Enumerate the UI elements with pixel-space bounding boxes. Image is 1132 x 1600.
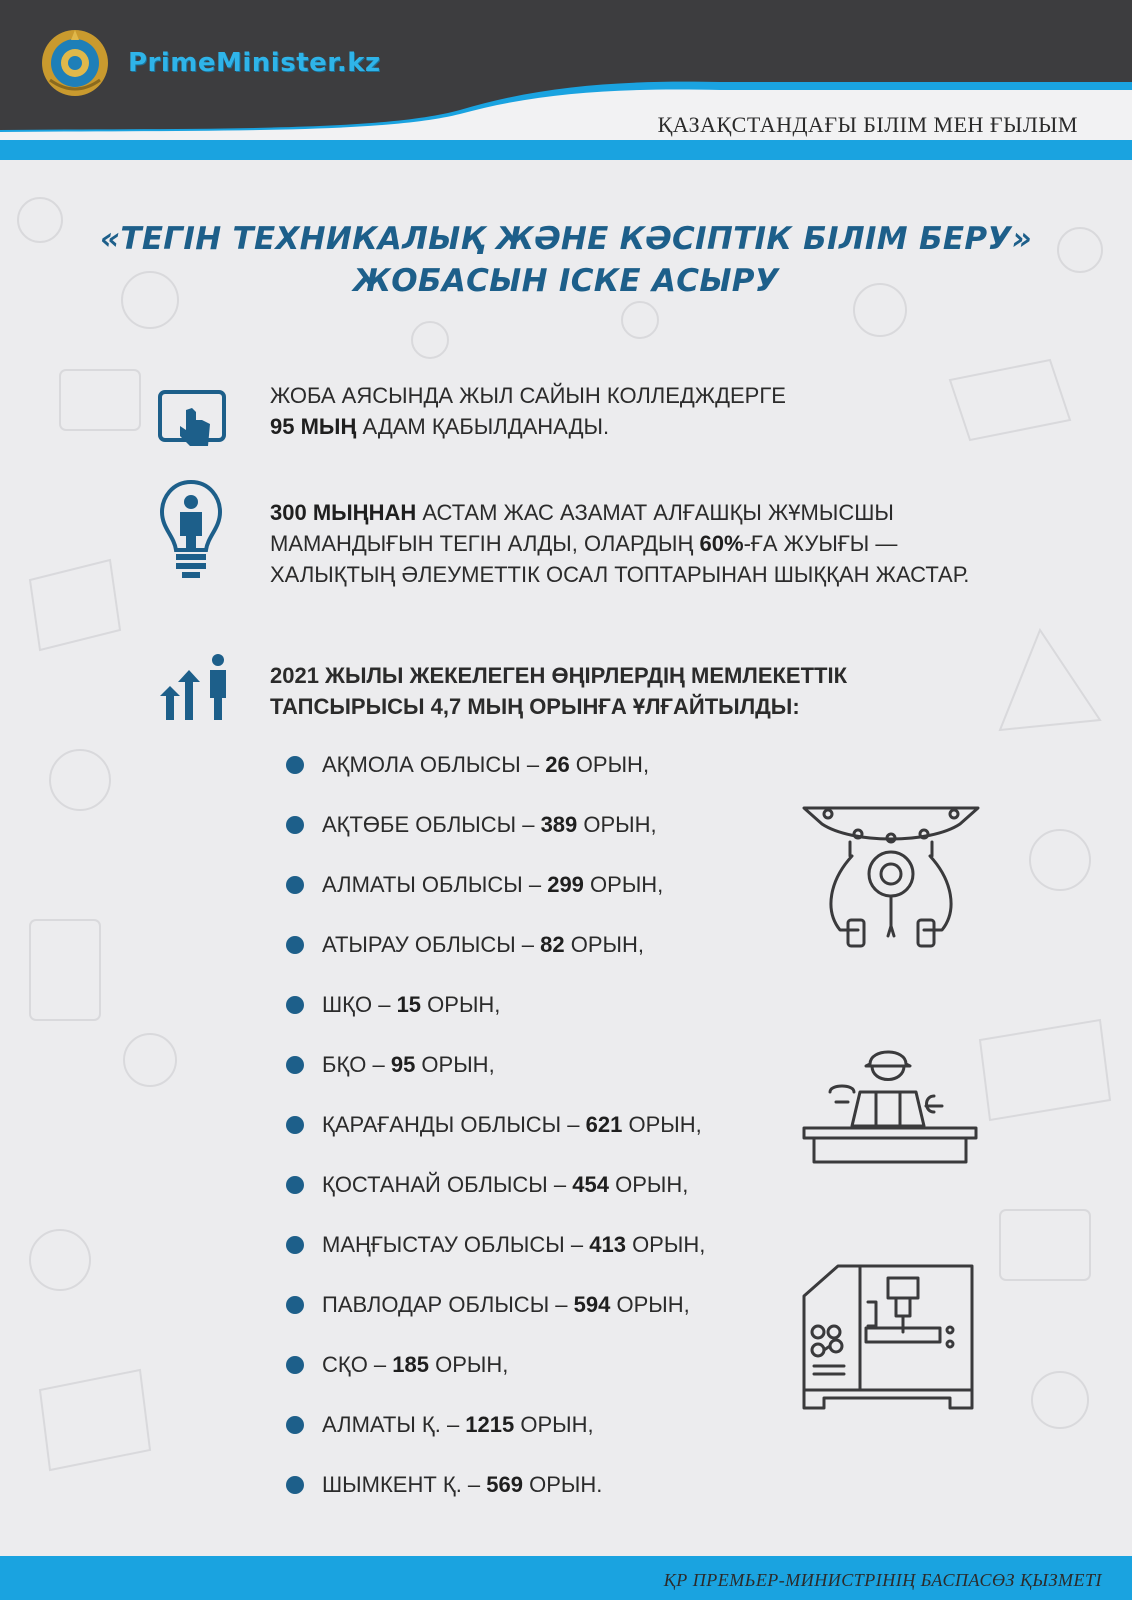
region-value: 389 [540, 812, 578, 837]
list-item [286, 1290, 705, 1350]
list-item [286, 930, 705, 990]
region-value: 594 [573, 1292, 611, 1317]
region-suffix: ОРЫН, [514, 1412, 594, 1437]
lightbulb-person-icon [158, 478, 224, 582]
region-name: СҚО – [322, 1352, 393, 1377]
list-item [286, 870, 705, 930]
fact-quota [270, 660, 847, 722]
fact-admissions-line1: ЖОБА АЯСЫНДА ЖЫЛ САЙЫН КОЛЛЕДЖДЕРГЕ [270, 383, 786, 408]
header [0, 0, 1132, 160]
bullet-icon [286, 936, 304, 954]
region-name: ШҚО – [322, 992, 397, 1017]
site-logo-text[interactable]: PrimeMinister.kz [128, 48, 381, 78]
list-item [286, 1470, 705, 1530]
list-item [286, 1410, 705, 1470]
region-suffix: ОРЫН. [523, 1472, 603, 1497]
region-name: АҚТӨБЕ ОБЛЫСЫ – [322, 812, 541, 837]
kazakhstan-emblem-icon [40, 28, 110, 98]
region-value: 299 [547, 872, 584, 897]
fact-students-number: 300 МЫҢНАН [270, 500, 417, 525]
region-name: ҚОСТАНАЙ ОБЛЫСЫ – [322, 1172, 573, 1197]
region-value: 1215 [465, 1412, 515, 1437]
page-title-line2: ЖОБАСЫН ІСКЕ АСЫРУ [352, 263, 779, 299]
bullet-icon [286, 996, 304, 1014]
bullet-icon [286, 1116, 304, 1134]
region-suffix: ОРЫН, [415, 1052, 495, 1077]
region-name: АТЫРАУ ОБЛЫСЫ – [322, 932, 541, 957]
region-name: АҚМОЛА ОБЛЫСЫ – [322, 752, 546, 777]
robotic-arm-icon [800, 800, 982, 960]
fact-admissions-number: 95 МЫҢ [270, 414, 357, 439]
page-title [0, 218, 1132, 302]
region-name: АЛМАТЫ Қ. – [322, 1412, 466, 1437]
region-value: 26 [545, 752, 570, 777]
region-name: ҚАРАҒАНДЫ ОБЛЫСЫ – [322, 1112, 586, 1137]
list-item [286, 1050, 705, 1110]
region-value: 82 [540, 932, 565, 957]
cnc-machine-icon [800, 1262, 976, 1422]
region-value: 569 [486, 1472, 523, 1497]
region-suffix: ОРЫН, [577, 812, 657, 837]
list-item [286, 990, 705, 1050]
region-list [286, 750, 705, 1530]
region-value: 454 [572, 1172, 609, 1197]
region-name: БҚО – [322, 1052, 391, 1077]
fact-admissions-line2 [270, 411, 786, 442]
fact-students-line1-rest: АСТАМ ЖАС АЗАМАТ АЛҒАШҚЫ ЖҰМЫСШЫ [416, 500, 894, 525]
region-value: 95 [390, 1052, 416, 1077]
list-item [286, 1350, 705, 1410]
region-suffix: ОРЫН, [608, 1172, 689, 1197]
tablet-touch-icon [158, 390, 226, 448]
worker-at-machine-icon [800, 1040, 980, 1164]
region-name: МАҢҒЫСТАУ ОБЛЫСЫ – [322, 1232, 590, 1257]
region-value: 621 [585, 1112, 623, 1137]
region-suffix: ОРЫН, [610, 1292, 690, 1317]
region-suffix: ОРЫН, [429, 1352, 509, 1377]
region-suffix: ОРЫН, [622, 1112, 702, 1137]
fact-students-line1 [270, 497, 969, 528]
fact-students-percent: 60% [699, 531, 744, 556]
bullet-icon [286, 1176, 304, 1194]
region-suffix: ОРЫН, [564, 932, 645, 957]
region-suffix: ОРЫН, [583, 872, 664, 897]
fact-admissions [270, 380, 786, 442]
region-suffix: ОРЫН, [625, 1232, 706, 1257]
list-item [286, 1230, 705, 1290]
bullet-icon [286, 1476, 304, 1494]
bullet-icon [286, 1416, 304, 1434]
region-name: ШЫМКЕНТ Қ. – [322, 1472, 487, 1497]
growth-arrows-icon [158, 652, 234, 722]
fact-students-line2-b: -ҒА ЖУЫҒЫ — [743, 531, 898, 556]
list-item [286, 750, 705, 810]
list-item [286, 1170, 705, 1230]
fact-students-line2-a: МАМАНДЫҒЫН ТЕГІН АЛДЫ, ОЛАРДЫҢ [270, 531, 700, 556]
page-title-line1: «ТЕГІН ТЕХНИКАЛЫҚ ЖӘНЕ КӘСІПТІК БІЛІМ БЕРУ» [99, 221, 1033, 257]
bullet-icon [286, 1236, 304, 1254]
fact-quota-line1: 2021 ЖЫЛЫ ЖЕКЕЛЕГЕН ӨҢІРЛЕРДІҢ МЕМЛЕКЕТТІК [270, 663, 848, 688]
region-value: 15 [396, 992, 422, 1017]
section-title: ҚАЗАҚСТАНДАҒЫ БІЛІМ МЕН ҒЫЛЫМ [657, 112, 1078, 137]
fact-admissions-rest: АДАМ ҚАБЫЛДАНАДЫ. [356, 414, 610, 439]
region-suffix: ОРЫН, [421, 992, 501, 1017]
region-name: ПАВЛОДАР ОБЛЫСЫ – [322, 1292, 574, 1317]
region-suffix: ОРЫН, [569, 752, 650, 777]
list-item [286, 1110, 705, 1170]
region-value: 185 [392, 1352, 429, 1377]
fact-students-line3: ХАЛЫҚТЫҢ ӘЛЕУМЕТТІК ОСАЛ ТОПТАРЫНАН ШЫҚҚАН ЖАСТАР. [270, 562, 970, 587]
bullet-icon [286, 756, 304, 774]
region-value: 413 [589, 1232, 626, 1257]
region-name: АЛМАТЫ ОБЛЫСЫ – [322, 872, 548, 897]
bullet-icon [286, 816, 304, 834]
fact-students [270, 497, 969, 590]
footer-text: ҚР ПРЕМЬЕР-МИНИСТРІНІҢ БАСПАСӨЗ ҚЫЗМЕТІ [663, 1570, 1102, 1590]
bullet-icon [286, 1296, 304, 1314]
bullet-icon [286, 876, 304, 894]
fact-quota-line2: ТАПСЫРЫСЫ 4,7 МЫҢ ОРЫНҒА ҰЛҒАЙТЫЛДЫ: [270, 694, 800, 719]
bullet-icon [286, 1356, 304, 1374]
fact-students-line2 [270, 528, 969, 559]
list-item [286, 810, 705, 870]
bullet-icon [286, 1056, 304, 1074]
